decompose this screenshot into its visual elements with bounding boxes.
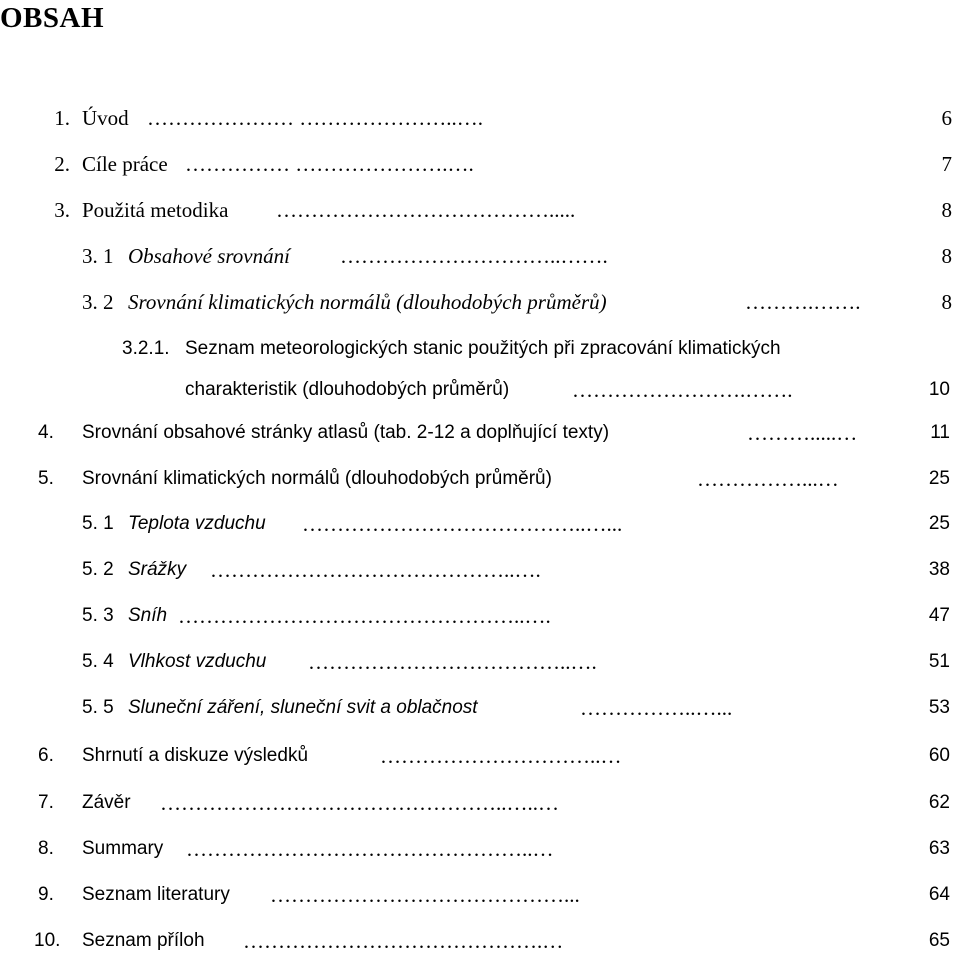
toc-entry-leader: …………………………………..... [276,198,576,222]
toc-entry-page: 65 [928,930,950,951]
toc-entry-zaver[interactable] [0,786,960,820]
toc-entry-leader: ……….……. [745,290,861,314]
toc-entry-page: 8 [941,244,952,268]
toc-entry-number: 9. [38,884,54,905]
toc-entry-teplota-vzduchu[interactable] [0,507,960,541]
toc-entry-number: 5. 4 [82,651,114,672]
toc-entry-seznam-stanic-cont[interactable] [0,373,960,407]
toc-entry-leader: …………………………………………..…. [178,604,551,628]
toc-entry-page: 25 [928,468,950,489]
toc-entry-number: 6. [38,745,54,766]
toc-entry-shrnuti[interactable] [0,739,960,773]
toc-entry-number: 7. [38,792,54,813]
toc-entry-obsahove-srovnani[interactable] [0,239,960,273]
toc-entry-page: 38 [928,559,950,580]
toc-entry-title: Shrnutí a diskuze výsledků [82,745,309,766]
toc-entry-leader: ……………..…... [580,696,733,720]
toc-entry-number: 3. [54,198,70,222]
toc-entry-page: 7 [941,152,952,176]
toc-entry-number: 5. 3 [82,605,114,626]
toc-entry-title: Srovnání klimatických normálů (dlouhodobých průměrů) [82,468,552,489]
toc-entry-seznam-literatury[interactable] [0,878,960,912]
toc-entry-title: Srovnání klimatických normálů (dlouhodobých průměrů) [128,290,607,314]
toc-entry-page: 63 [928,838,950,859]
toc-entry-srazky[interactable] [0,553,960,587]
toc-entry-snih[interactable] [0,599,960,633]
toc-entry-uvod[interactable] [0,101,960,135]
toc-entry-leader: …………………………………..…... [302,512,623,536]
toc-entry-page: 62 [928,792,950,813]
toc-entry-page: 53 [928,697,950,718]
toc-entry-number: 5. 1 [82,513,114,534]
toc-entry-leader: …………………………………………..…..… [160,791,559,815]
toc-entry-title: Seznam příloh [82,930,205,951]
toc-entry-number: 2. [54,152,70,176]
toc-entry-vlhkost-vzduchu[interactable] [0,645,960,679]
toc-entry-leader: …………………….……. [572,378,793,402]
toc-entry-title: Teplota vzduchu [128,513,266,534]
toc-entry-title: Seznam meteorologických stanic použitých při zpracování klimatických [185,338,781,359]
toc-entry-title: Sluneční záření, sluneční svit a oblačnost [128,697,478,718]
toc-entry-title: Závěr [82,792,131,813]
toc-entry-pouzita-metodika[interactable] [0,193,960,227]
toc-entry-title: Summary [82,838,164,859]
toc-entry-summary[interactable] [0,832,960,866]
toc-entry-number: 3. 2 [82,290,114,314]
toc-entry-title: Obsahové srovnání [128,244,290,268]
toc-entry-leader: …………………………..… [380,744,622,768]
toc-entry-title: Vlhkost vzduchu [128,651,267,672]
toc-entry-page: 10 [928,379,950,400]
toc-entry-leader: …………………………………………..… [186,837,554,861]
toc-entry-leader: ……………...… [697,467,839,491]
toc-entry-page: 47 [928,605,950,626]
toc-entry-number: 1. [54,106,70,130]
toc-entry-title: Cíle práce [82,152,168,176]
toc-entry-number: 3. 1 [82,244,114,268]
toc-entry-seznam-stanic[interactable] [0,332,960,366]
toc-entry-number: 5. [38,468,54,489]
toc-entry-number: 3.2.1. [122,338,170,359]
toc-entry-leader: ……….....… [747,421,858,445]
toc-entry-leader: ……………………………………..…. [210,558,541,582]
toc-entry-title: Seznam literatury [82,884,230,905]
toc-entry-number: 10. [34,930,61,951]
toc-entry-title: Sníh [128,605,168,626]
toc-entry-page: 8 [941,290,952,314]
toc-entry-page: 64 [928,884,950,905]
toc-entry-page: 8 [941,198,952,222]
toc-entry-number: 5. 5 [82,697,114,718]
toc-entry-page: 51 [928,651,950,672]
toc-entry-seznam-priloh[interactable] [0,924,960,958]
toc-entry-number: 4. [38,422,54,443]
toc-entry-title: charakteristik (dlouhodobých průměrů) [185,379,510,400]
toc-entry-leader: …………… ………………….…. [185,152,474,176]
toc-entry-page: 25 [928,513,950,534]
toc-entry-leader: ………………………………..…. [308,650,597,674]
toc-entry-title: Srovnání obsahové stránky atlasů (tab. 2-12 a doplňující texty) [82,422,610,443]
toc-entry-slunecni-zareni[interactable] [0,691,960,725]
page-title: OBSAH [0,2,105,34]
toc-entry-page: 6 [941,106,952,130]
toc-entry-page: 60 [928,745,950,766]
toc-entry-page: 11 [930,422,950,443]
toc-entry-leader: ……………………………………... [270,883,580,907]
toc-entry-obsahove-stranky[interactable] [0,416,960,450]
toc-entry-leader: …………………………..……. [340,244,608,268]
toc-entry-srovnani-klimatickych[interactable] [0,462,960,496]
toc-entry-srovnani-normalu[interactable] [0,285,960,319]
toc-entry-title: Úvod [82,106,129,130]
toc-entry-leader: ………………… …………………..…. [147,106,483,130]
toc-entry-cile-prace[interactable] [0,147,960,181]
toc-entry-title: Srážky [128,559,187,580]
toc-entry-number: 5. 2 [82,559,114,580]
toc-entry-number: 8. [38,838,54,859]
toc-entry-title: Použitá metodika [82,198,229,222]
toc-entry-leader: …………………………………….… [243,929,564,953]
